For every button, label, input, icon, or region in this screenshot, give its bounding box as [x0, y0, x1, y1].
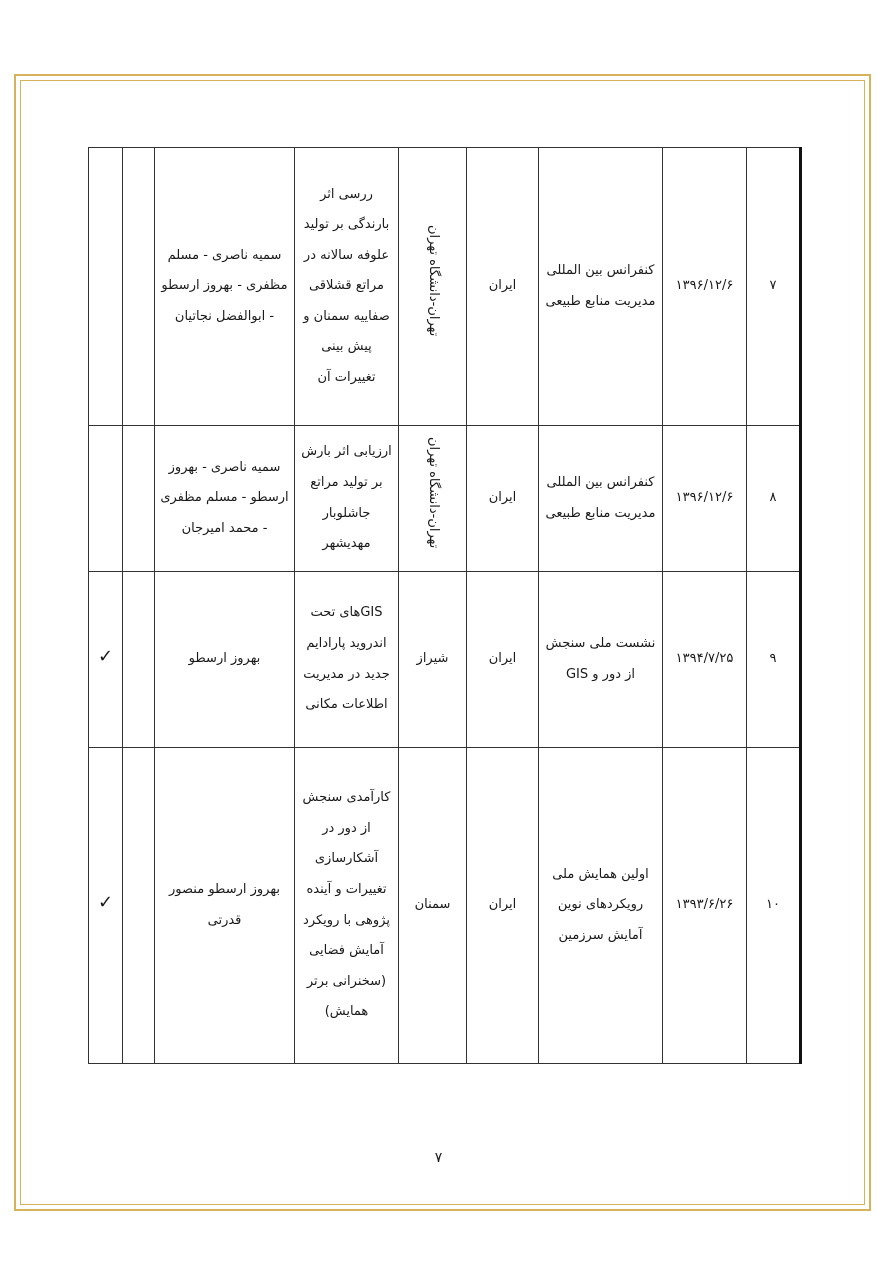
paper-title: ررسی اثر بارندگی بر تولید علوفه سالانه در مراتع قشلاقی صفاییه سمنان و پیش بینی تغییرات آن: [295, 148, 399, 426]
row-date: ۱۳۹۳/۶/۲۶: [663, 748, 747, 1064]
check-mark-icon: ✓: [97, 892, 114, 914]
row-number: ۷: [747, 148, 801, 426]
row-date: ۱۳۹۶/۱۲/۶: [663, 148, 747, 426]
conference-title: اولین همایش ملی رویکردهای نوین آمایش سرزمین: [539, 748, 663, 1064]
city: تهران-دانشگاه تهران: [425, 436, 441, 548]
country: ایران: [467, 572, 539, 748]
extra-cell: [123, 748, 155, 1064]
table-row: [89, 748, 801, 1064]
paper-title: کارآمدی سنجش از دور در آشکارسازی تغییرات و آینده پژوهی با رویکرد آمایش فضایی (سخنرانی برتر همایش): [295, 748, 399, 1064]
paper-title: GISهای تحت اندروید پارادایم جدید در مدیریت اطلاعات مکانی: [295, 572, 399, 748]
paper-title: ارزیابی اثر بارش بر تولید مراتع جاشلوبار مهدیشهر: [295, 426, 399, 572]
city-cell: [399, 426, 467, 572]
check-cell: [89, 748, 123, 1064]
check-cell: [89, 572, 123, 748]
page-number: ۷: [434, 1150, 443, 1166]
extra-cell: [123, 572, 155, 748]
row-number: ۹: [747, 572, 801, 748]
row-number: ۸: [747, 426, 801, 572]
check-cell: [89, 426, 123, 572]
row-date: ۱۳۹۶/۱۲/۶: [663, 426, 747, 572]
authors: بهروز ارسطو: [155, 572, 295, 748]
authors: سمیه ناصری - بهروز ارسطو - مسلم مظفری - محمد امیرجان: [155, 426, 295, 572]
check-cell: [89, 148, 123, 426]
city: سمنان: [399, 748, 467, 1064]
conference-table: [88, 147, 802, 1064]
authors: بهروز ارسطو منصور قدرتی: [155, 748, 295, 1064]
city-cell: [399, 148, 467, 426]
country: ایران: [467, 748, 539, 1064]
extra-cell: [123, 148, 155, 426]
conference-title: کنفرانس بین المللی مدیریت منابع طبیعی: [539, 148, 663, 426]
row-number: ۱۰: [747, 748, 801, 1064]
conference-title: نشست ملی سنجش از دور و GIS: [539, 572, 663, 748]
city: تهران-دانشگاه تهران: [425, 224, 441, 336]
authors: سمیه ناصری - مسلم مظفری - بهروز ارسطو - ابوالفضل نجاتیان: [155, 148, 295, 426]
check-mark-icon: ✓: [97, 646, 114, 668]
country: ایران: [467, 426, 539, 572]
row-date: ۱۳۹۴/۷/۲۵: [663, 572, 747, 748]
extra-cell: [123, 426, 155, 572]
country: ایران: [467, 148, 539, 426]
conference-title: کنفرانس بین المللی مدیریت منابع طبیعی: [539, 426, 663, 572]
city: شیراز: [399, 572, 467, 748]
table-row: [89, 572, 801, 748]
table-row: [89, 426, 801, 572]
table-row: [89, 148, 801, 426]
